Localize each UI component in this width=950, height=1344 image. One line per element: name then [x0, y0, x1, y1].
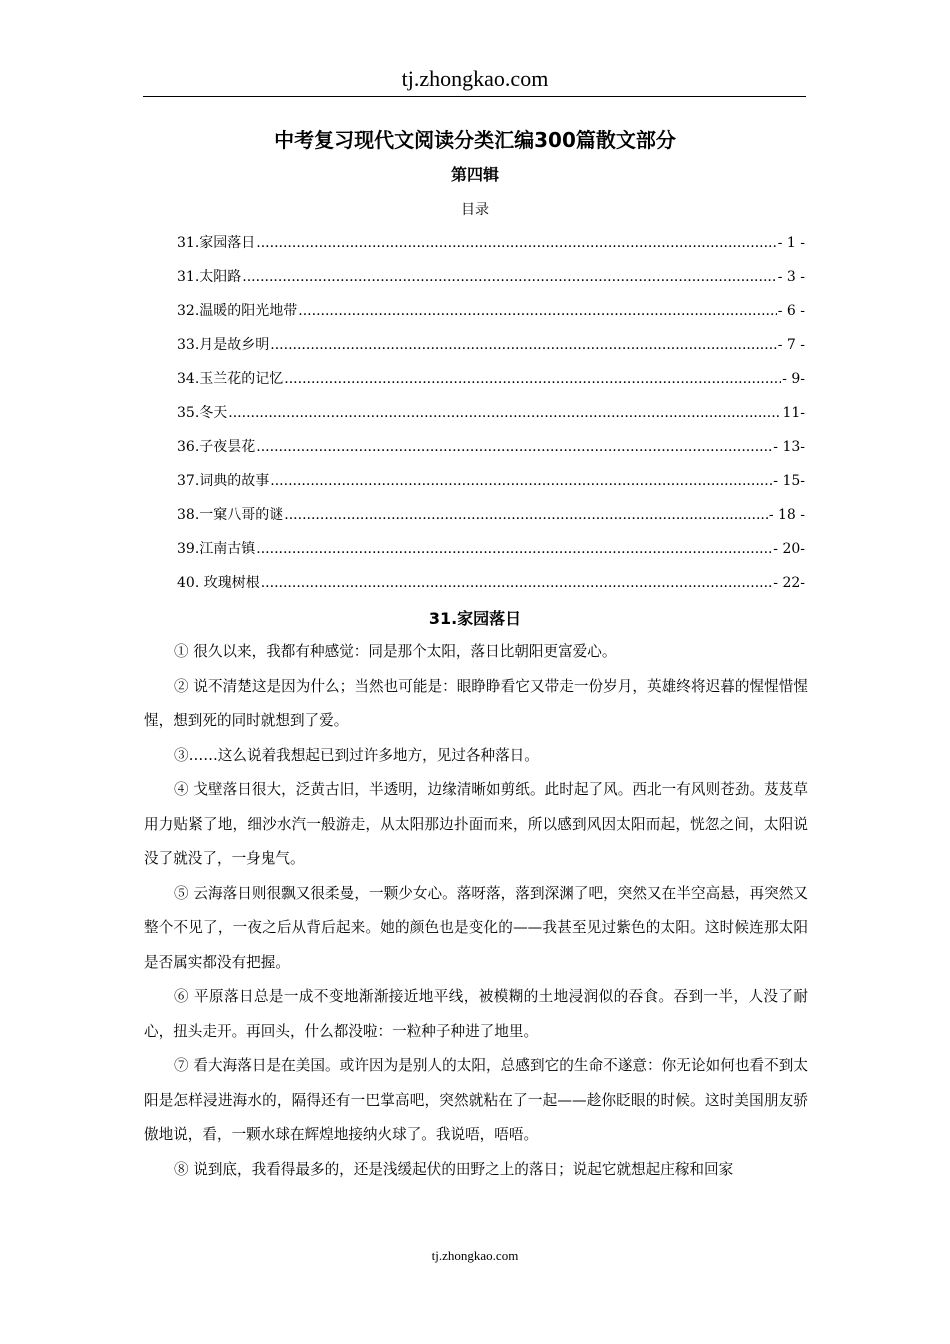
- toc-entry-page: 11-: [782, 405, 805, 421]
- toc-entry-title: 39.江南古镇: [177, 541, 256, 557]
- toc-leader-dots: [242, 260, 776, 294]
- toc-entry[interactable]: [177, 464, 805, 498]
- toc-entry-page: - 18 -: [768, 507, 805, 523]
- paragraph: ④ 戈壁落日很大，泛黄古旧，半透明，边缘清晰如剪纸。此时起了风。西北一有风则苍劲。芨芨草用力贴紧了地，细沙水汽一般游走，从太阳那边扑面而来，所以感到风因太阳而起，恍忽之间，太阳说没了就没了，一身鬼气。: [144, 781, 808, 867]
- toc-entry-page: - 9-: [782, 371, 805, 387]
- toc-entry-title: 37.词典的故事: [177, 473, 270, 489]
- toc-leader-dots: [270, 328, 776, 362]
- toc-leader-dots: [256, 532, 772, 566]
- toc-entry-title: 36.子夜昙花: [177, 439, 256, 455]
- toc-entry-title: 33.月是故乡明: [177, 337, 270, 353]
- toc-entry-page: - 15-: [773, 473, 805, 489]
- toc-leader-dots: [298, 294, 776, 328]
- toc-leader-dots: [261, 566, 773, 600]
- document-title: 中考复习现代文阅读分类汇编300篇散文部分: [274, 128, 676, 152]
- toc-entry-title: 34.玉兰花的记忆: [177, 371, 284, 387]
- toc-leader-dots: [256, 226, 776, 260]
- toc-entry[interactable]: [177, 294, 805, 328]
- toc-entry-page: - 20-: [773, 541, 805, 557]
- table-of-contents: [177, 226, 805, 600]
- toc-entry-title: 31.家园落日: [177, 235, 256, 251]
- toc-entry-page: - 6 -: [777, 303, 805, 319]
- toc-entry-title: 35.冬天: [177, 405, 228, 421]
- paragraph: ③……这么说着我想起已到过许多地方，见过各种落日。: [174, 746, 539, 764]
- paragraph: ② 说不清楚这是因为什么；当然也可能是：眼睁睁看它又带走一份岁月，英雄终将迟暮的惺惺惜惺惺，想到死的同时就想到了爱。: [144, 677, 808, 729]
- paragraph: ⑥ 平原落日总是一成不变地渐渐接近地平线，被模糊的土地浸润似的吞食。吞到一半，人没了耐心，扭头走开。再回头，什么都没啦：一粒种子种进了地里。: [144, 988, 808, 1040]
- toc-entry-page: - 7 -: [777, 337, 805, 353]
- section-body: [144, 635, 808, 1187]
- toc-entry-page: - 22-: [773, 575, 805, 591]
- toc-entry[interactable]: [177, 498, 805, 532]
- toc-entry[interactable]: [177, 362, 805, 396]
- header-divider: [143, 96, 806, 97]
- toc-entry[interactable]: [177, 566, 805, 600]
- paragraph: ⑧ 说到底，我看得最多的，还是浅缓起伏的田野之上的落日；说起它就想起庄稼和回家: [174, 1160, 734, 1178]
- toc-entry-page: - 1 -: [777, 235, 805, 251]
- document-subtitle: 第四辑: [450, 165, 499, 184]
- toc-entry[interactable]: [177, 328, 805, 362]
- toc-entry-title: 38.一窠八哥的谜: [177, 507, 284, 523]
- toc-leader-dots: [270, 464, 772, 498]
- toc-leader-dots: [256, 430, 772, 464]
- toc-leader-dots: [284, 362, 781, 396]
- toc-entry-title: 31.太阳路: [177, 269, 242, 285]
- toc-entry[interactable]: [177, 430, 805, 464]
- toc-entry-title: 40. 玫瑰树根: [177, 575, 260, 591]
- toc-entry-page: - 13-: [773, 439, 805, 455]
- toc-entry-page: - 3 -: [777, 269, 805, 285]
- toc-entry-title: 32.温暖的阳光地带: [177, 303, 298, 319]
- toc-entry[interactable]: [177, 532, 805, 566]
- paragraph: ① 很久以来，我都有种感觉：同是那个太阳，落日比朝阳更富爱心。: [174, 643, 617, 660]
- toc-leader-dots: [284, 498, 768, 532]
- header-url: tj.zhongkao.com: [401, 66, 549, 91]
- section-title: 31.家园落日: [428, 609, 522, 628]
- toc-entry[interactable]: [177, 260, 805, 294]
- toc-leader-dots: [228, 396, 781, 430]
- paragraph: ⑦ 看大海落日是在美国。或许因为是别人的太阳，总感到它的生命不遂意：你无论如何也看不到太阳是怎样浸进海水的，隔得还有一巴掌高吧，突然就粘在了一起——趁你眨眼的时候。这时美国朋友骄傲地说，看，一颗水球在辉煌地接纳火球了。我说唔，唔唔。: [144, 1057, 808, 1143]
- toc-entry[interactable]: [177, 226, 805, 260]
- paragraph: ⑤ 云海落日则很飘又很柔曼，一颗少女心。落呀落，落到深渊了吧，突然又在半空高悬，再突然又整个不见了，一夜之后从背后起来。她的颜色也是变化的——我甚至见过紫色的太阳。这时候连那太阳是否属实都没有把握。: [144, 884, 808, 971]
- toc-entry[interactable]: [177, 396, 805, 430]
- toc-heading: 目录: [461, 202, 489, 218]
- footer-url: tj.zhongkao.com: [431, 1248, 519, 1263]
